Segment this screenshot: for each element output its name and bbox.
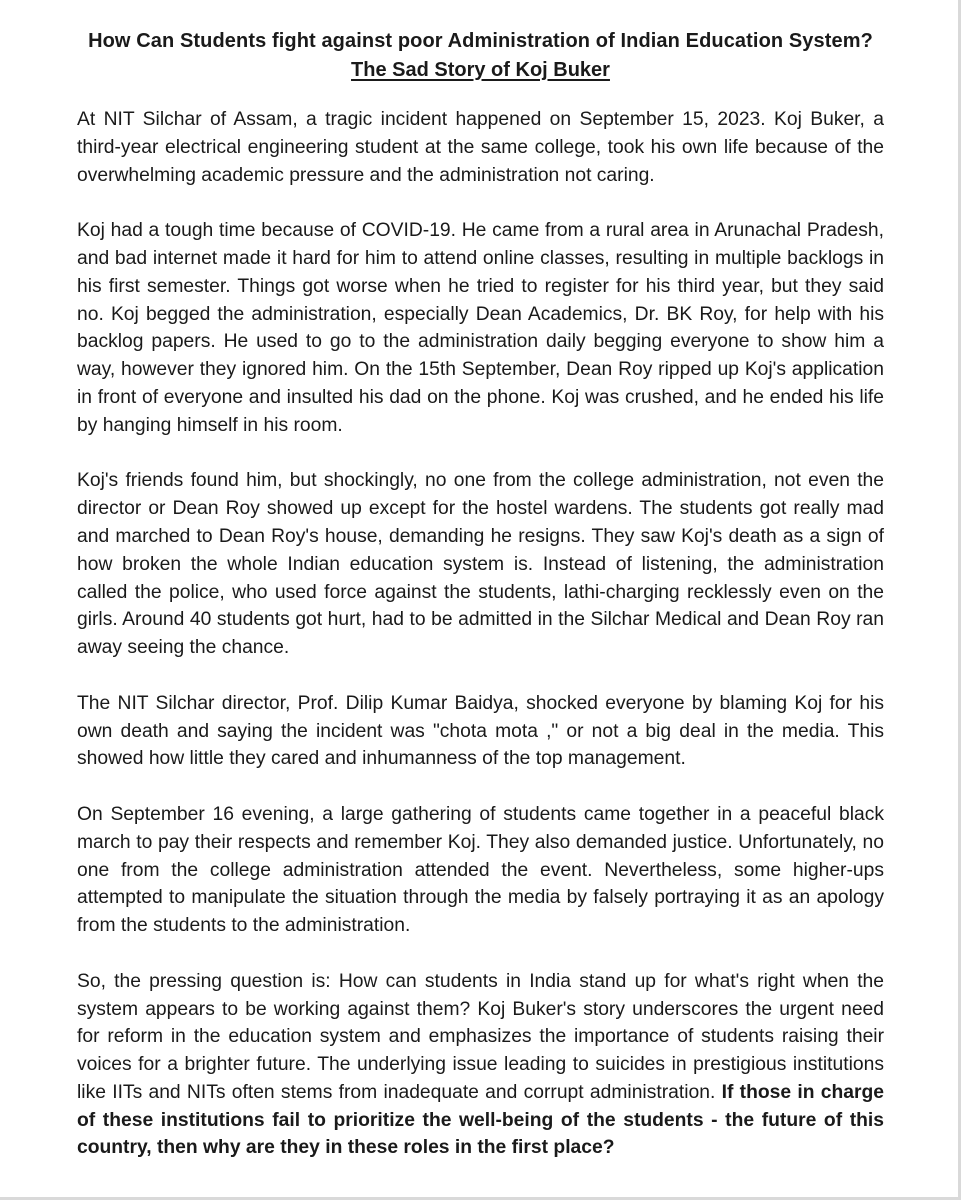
- paragraph-conclusion: [77, 968, 884, 1163]
- paragraph-incident: At NIT Silchar of Assam, a tragic incident happened on September 15, 2023. Koj Buker, a third-year electrical engineering student at the same college, took his own life because of the overwhelming academic pressure and the administration not caring.: [77, 109, 884, 186]
- conclusion-bold-text: If those in charge of these institutions fail to prioritize the well-being of the students - the future of this country, then why are they in these roles in the first place?: [77, 1081, 884, 1159]
- document-subtitle: The Sad Story of Koj Buker: [351, 59, 610, 81]
- paragraph-black-march: On September 16 evening, a large gathering of students came together in a peaceful black march to pay their respects and remember Koj. They also demanded justice. Unfortunately, no one from the college administration attended the event. Nevertheless, some higher-ups attempted to manipulate the situation through the media by falsely portraying it as an apology from the students to the administration.: [77, 803, 884, 937]
- document-header: [0, 27, 961, 84]
- document-title: How Can Students fight against poor Administration of Indian Education System?: [88, 30, 873, 52]
- paragraph-director-statement: The NIT Silchar director, Prof. Dilip Kumar Baidya, shocked everyone by blaming Koj for his own death and saying the incident was "chota mota ," or not a big deal in the media. This showed how little they cared and inhumanness of the top management.: [77, 692, 884, 770]
- conclusion-regular-text: So, the pressing question is: How can students in India stand up for what's right when the system appears to be working against them? Koj Buker's story underscores the urgent need for reform in the education system and emphasizes the importance of students raising their voices for a brighter future. The underlying issue leading to suicides in prestigious institutions like IITs and NITs often stems from inadequate and corrupt administration.: [77, 970, 884, 1103]
- document-body: [77, 106, 884, 1162]
- paragraph-aftermath: Koj's friends found him, but shockingly, no one from the college administration, not even the director or Dean Roy showed up except for the hostel wardens. The students got really mad and marched to Dean Roy's house, demanding he resigns. They saw Koj's death as a sign of how broken the whole Indian education system is. Instead of listening, the administration called the police, who used force against the students, lathi-charging recklessly even on the girls. Around 40 students got hurt, had to be admitted in the Silchar Medical and Dean Roy ran away seeing the chance.: [77, 470, 884, 659]
- paragraph-background: Koj had a tough time because of COVID-19. He came from a rural area in Arunachal Pradesh, and bad internet made it hard for him to attend online classes, resulting in multiple backlogs in his first semester. Things got worse when he tried to register for his third year, but they said no. Koj begged the administration, especially Dean Academics, Dr. BK Roy, for help with his backlog papers. He used to go to the administration daily begging everyone to show him a way, however they ignored him. On the 15th September, Dean Roy ripped up Koj's application in front of everyone and insulted his dad on the phone. Koj was crushed, and he ended his life by hanging himself in his room.: [77, 220, 884, 436]
